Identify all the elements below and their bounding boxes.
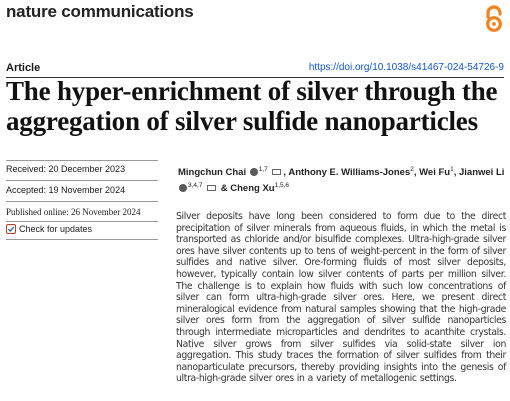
article-type: Article bbox=[6, 62, 41, 74]
orcid-icon[interactable] bbox=[250, 168, 258, 176]
accepted-date: Accepted: 19 November 2024 bbox=[6, 185, 126, 195]
author-affiliation: 1,5,6 bbox=[274, 182, 290, 190]
author-name[interactable]: Cheng Xu bbox=[230, 183, 275, 195]
author-affiliation: 1,7 bbox=[258, 166, 268, 173]
history-divider bbox=[6, 201, 158, 202]
author-name[interactable]: Jianwei Li bbox=[458, 167, 505, 179]
check-for-updates-button[interactable] bbox=[6, 224, 92, 234]
author-affiliation: 1 bbox=[450, 166, 454, 173]
author-name[interactable]: Wei Fu bbox=[419, 167, 451, 179]
history-divider bbox=[6, 180, 158, 181]
author-affiliation: 2 bbox=[410, 166, 414, 173]
check-updates-icon bbox=[6, 224, 16, 234]
open-access-icon bbox=[483, 5, 505, 33]
email-icon[interactable] bbox=[207, 185, 216, 191]
received-date: Received: 20 December 2023 bbox=[6, 164, 126, 174]
history-divider bbox=[6, 239, 158, 240]
email-icon[interactable] bbox=[272, 169, 281, 175]
published-date: Published online: 26 November 2024 bbox=[6, 207, 141, 217]
history-divider bbox=[6, 160, 158, 161]
author-list: Mingchun Chai $^{1,7}$ , Anthony E. Williams-Jones$^2$, Wei Fu$^1$, Jianwei Li $^{3,4,7}$ & Cheng Xu$^{1,5,6}$ bbox=[178, 166, 505, 195]
check-updates-label: Check for updates bbox=[19, 224, 93, 234]
abstract: Silver deposits have long been considered to form due to the direct precipitation of silver minerals from aqueous fluids, in which the metal is transported as chloride and/or bisulfide complexes. Ultra-high-grade silver ores have silver contents up to tens of weight-percent in the form of silver sulfides and native silver. Ore-forming fluids of most silver deposits, however, typically contain low silver contents of parts per million silver. The challenge is to explain how fluids with such low concentrations of silver can form ultra-high-grade silver ores. Here, we present direct mineralogical evidence from natural samples showing that the high-grade silver ores form from the aggregation of silver sulfide nanoparticles through intermediate microparticles and dendrites to acanthite crystals. Native silver grows from silver sulfides via solid-state silver ion aggregation. This study traces the formation of silver sulfides from their nanoparticulate precursors, thereby providing insights into the genesis of ultra-high-grade silver ores in a variety of metallogenic settings. bbox=[176, 211, 506, 385]
orcid-icon[interactable] bbox=[179, 184, 187, 192]
author-name[interactable]: Anthony E. Williams-Jones bbox=[288, 167, 411, 179]
doi-link[interactable]: https://doi.org/10.1038/s41467-024-54726-9 bbox=[308, 62, 504, 73]
author-name[interactable]: Mingchun Chai bbox=[178, 167, 247, 179]
author-affiliation: 3,4,7 bbox=[188, 182, 203, 190]
article-title: The hyper-enrichment of silver through the aggregation of silver sulfide nanoparticles bbox=[6, 76, 498, 136]
history-divider bbox=[6, 221, 158, 222]
journal-name[interactable]: nature communications bbox=[6, 2, 194, 21]
